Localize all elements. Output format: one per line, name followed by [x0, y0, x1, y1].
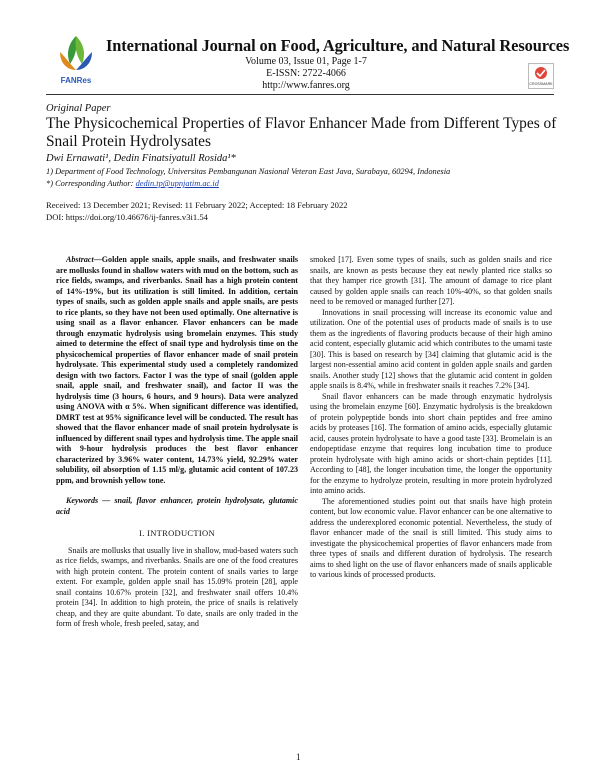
badge-text: CROSSMARK — [529, 82, 553, 86]
abstract-text: —Golden apple snails, apple snails, and freshwater snails are mollusks found in shallow waters with mud on the bottom, such as rice fields, swamps, and riverbanks. Snail has a high protein content of 14%-19%, but its utilization is still limited. In addition, certain types of snails, such as golden apple snails and apple snails, are pests to rice plants, so they have not been used optimally. One alternative is using snail as a flavor enhancer. Flavor enhancers can be made through enzymatic hydrolysis using bromelain enzymes. This study aimed to determine the effect of snail type and hydrolysis time on the physicochemical properties of flavor enhancer made of snail protein hydrolysate. This experimental study used a completely randomized design with two factors. Factor I was the type of snail (golden apple snail, apple snail, and freshwater snail), and factor II was the hydrolysis time (3 hours, 6 hours, and 9 hours). Data were analyzed using ANOVA with α 5%. When significant difference was identified, DMRT test at 95% significance level will be conducted. The result has showed that the flavor enhancer made of snail protein hydrolysate is influenced by different snail types and hydrolysis time. The apple snail with 9-hour hydrolysis produces the best flavor enhancer characterized by 3.96% water content, 14.73% yield, 92.29% water solubility, oil absorption of 1.15 ml/g, glutamic acid content of 107.23 ppm, and brownish yellow tone. — [56, 255, 298, 485]
crossmark-badge[interactable] — [528, 63, 554, 89]
journal-url[interactable]: http://www.fanres.org — [262, 80, 350, 91]
section-heading-introduction: I. INTRODUCTION — [139, 528, 215, 538]
paper-title: The Physicochemical Properties of Flavor Enhancer Made from Different Types of Snail Protein Hydrolysates — [46, 115, 557, 150]
keywords: Keywords — snail, flavor enhancer, protein hydrolysate, glutamic acid — [56, 496, 298, 516]
corr-prefix: *) Corresponding Author: — [46, 179, 136, 188]
body-paragraph: The aforementioned studies point out that snails have high protein content, but low economic value. Flavor enhancer can be one alternative to address the underexplored economic potential. Nevertheless, the study of flavor enhancer made of the snail is still limited. This study aims to investigate the physicochemical properties of flavor enhancers made from three types of snails and different duration of hydrolysis. The research aims to shed light on the use of flavor enhancers made of snails applicable to various kinds of processed products. — [310, 496, 552, 579]
body-paragraph: Snails are mollusks that usually live in shallow, mud-based waters such as rice fields, swamps, and riverbanks. Snails are one of the food creatures with high protein content. The protein content of snails varies to large extent. For example, golden apple snail has 15.09% protein [28], apple snail contains 10.67% protein [32], and freshwater snail offers 10.4% protein [34]. In addition to high protein, the price of snails is relatively cheap, and they are quite abundant. To date, snails are only traded in the form of fresh whole, fresh peeled, satay, and — [56, 545, 298, 628]
authors: Dwi Ernawati¹, Dedin Finatsiyatull Rosida¹* — [46, 153, 236, 164]
volume-line: Volume 03, Issue 01, Page 1-7 — [245, 56, 367, 67]
right-column — [310, 255, 552, 581]
doi-line[interactable]: DOI: https://doi.org/10.46676/ij-fanres.v3i1.54 — [46, 212, 208, 222]
logo-text: FANRes — [60, 76, 92, 85]
left-column — [56, 255, 298, 630]
corr-email-link[interactable]: dedin.tp@upnjatim.ac.id — [135, 179, 219, 188]
body-paragraph: smoked [17]. Even some types of snails, such as golden snails and rice snails, are known as pests because they eat newly planted rice stalks so that they hamper rice growth [31]. The amount of damage to rice plant caused by golden apple snails can reach 10%-40%, so that golden snails need to be removed or managed further [27]. — [310, 255, 552, 306]
abstract — [56, 255, 298, 486]
issn-line: E-ISSN: 2722-4066 — [266, 68, 346, 79]
paper-type: Original Paper — [46, 103, 111, 114]
abstract-lead: Abstract — [66, 255, 94, 264]
dates-line: Received: 13 December 2021; Revised: 11 February 2022; Accepted: 18 February 2022 — [46, 200, 348, 210]
body-paragraph: Innovations in snail processing will increase its economic value and utilization. One of the potential uses of products made of snails is to use them as the ingredients of flavoring products because of their high amino acid content, especially glutamic acid which contributes to the umami taste [30]. This is based on research by [34] claiming that glutamic acid is the largest non-essential amino acid content in golden apple snails and garden snails. Another study [12] shows that the glutamic acid content in golden apple snails is 8.4%, while in freshwater snails it reaches 7.2% [34]. — [310, 307, 552, 390]
affiliation: 1) Department of Food Technology, Universitas Pembangunan Nasional Veteran East Java, Surabaya, 60294, Indonesia — [46, 167, 451, 176]
page-number: 1 — [296, 752, 301, 762]
corresponding-author — [46, 179, 219, 188]
body-paragraph: Snail flavor enhancers can be made through enzymatic hydrolysis using the bromelain enzyme [60]. Enzymatic hydrolysis is the breakdown of protein polypeptide bonds into short chain peptides and free amino acids by proteases [16]. The formation of amino acids, especially glutamic acid, causes protein hydrolysate to have a good taste [33]. Bromelain is an endopeptidase enzyme that requires long incubation time to produce protein hydrolysate with high amino acids or short-chain peptides [11]. According to [48], the longer incubation time, the longer the opportunity for the enzyme to hydrolyze protein, resulting in more protein hydrolyzed into amino acids. — [310, 391, 552, 495]
journal-title: International Journal on Food, Agriculture, and Natural Resources — [106, 36, 570, 55]
header-rule — [46, 94, 554, 95]
journal-logo — [46, 32, 106, 88]
